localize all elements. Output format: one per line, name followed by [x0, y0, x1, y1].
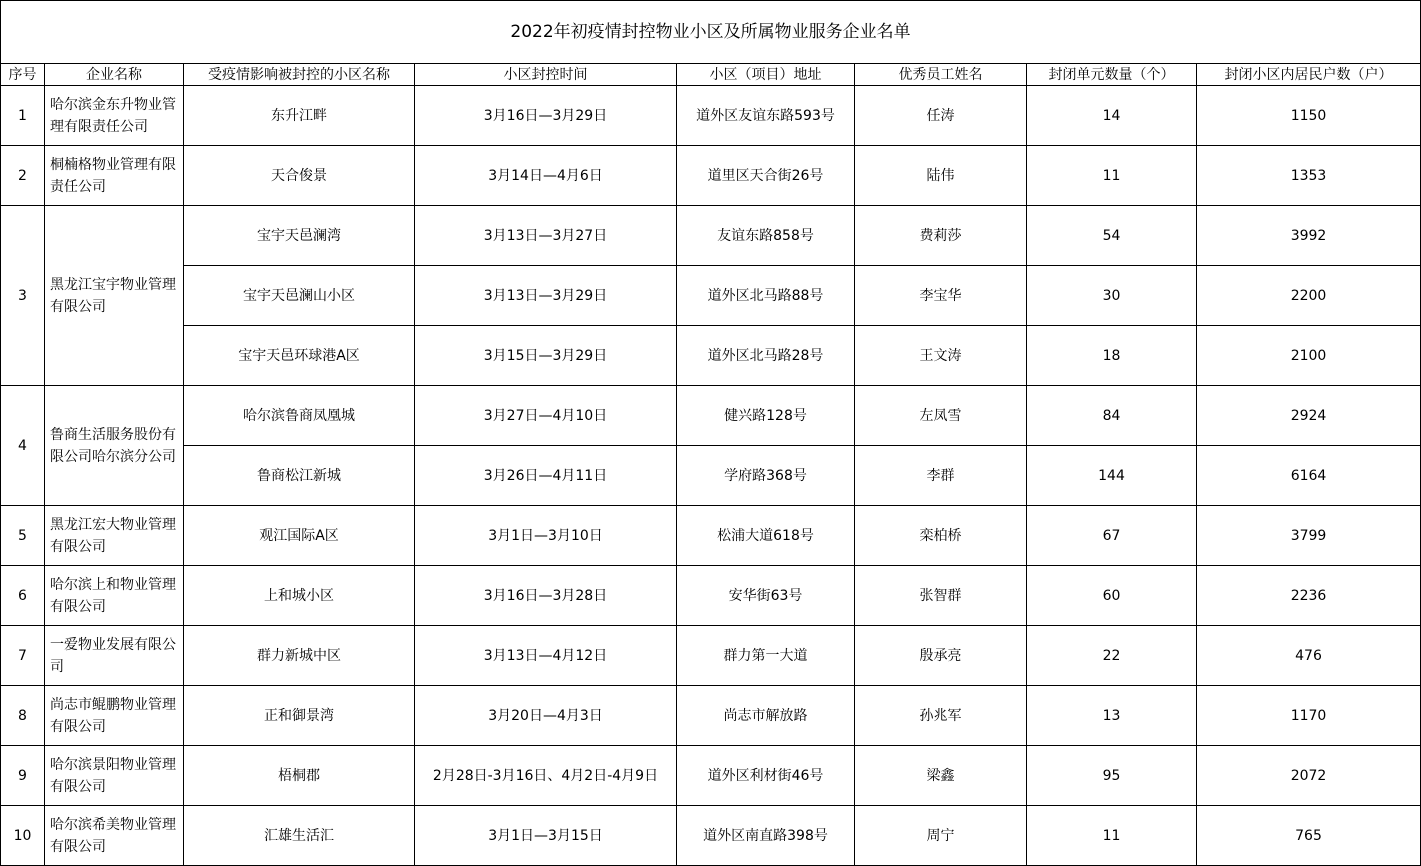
row-index: 8 — [1, 686, 45, 746]
staff-name: 王文涛 — [855, 326, 1027, 386]
header-staff: 优秀员工姓名 — [855, 64, 1027, 86]
header-address: 小区（项目）地址 — [677, 64, 855, 86]
table-row — [1, 386, 1421, 446]
unit-count: 13 — [1027, 686, 1197, 746]
row-index: 6 — [1, 566, 45, 626]
household-count: 3799 — [1197, 506, 1421, 566]
community-name: 观江国际A区 — [184, 506, 415, 566]
table-row — [1, 446, 1421, 506]
community-name: 宝宇天邑澜山小区 — [184, 266, 415, 326]
company-name: 哈尔滨上和物业管理有限公司 — [45, 566, 184, 626]
household-count: 2072 — [1197, 746, 1421, 806]
lockdown-period: 3月1日—3月10日 — [415, 506, 677, 566]
staff-name: 李宝华 — [855, 266, 1027, 326]
table-row — [1, 206, 1421, 266]
unit-count: 54 — [1027, 206, 1197, 266]
row-index: 7 — [1, 626, 45, 686]
lockdown-period: 3月13日—3月29日 — [415, 266, 677, 326]
community-name: 上和城小区 — [184, 566, 415, 626]
unit-count: 84 — [1027, 386, 1197, 446]
community-name: 鲁商松江新城 — [184, 446, 415, 506]
staff-name: 李群 — [855, 446, 1027, 506]
table-row — [1, 626, 1421, 686]
row-index: 2 — [1, 146, 45, 206]
staff-name: 左凤雪 — [855, 386, 1027, 446]
address: 道里区天合街26号 — [677, 146, 855, 206]
address: 尚志市解放路 — [677, 686, 855, 746]
lockdown-period: 3月15日—3月29日 — [415, 326, 677, 386]
header-units: 封闭单元数量（个） — [1027, 64, 1197, 86]
row-index: 5 — [1, 506, 45, 566]
staff-name: 任涛 — [855, 86, 1027, 146]
unit-count: 60 — [1027, 566, 1197, 626]
community-name: 梧桐郡 — [184, 746, 415, 806]
table-row — [1, 86, 1421, 146]
row-index: 10 — [1, 806, 45, 866]
household-count: 2236 — [1197, 566, 1421, 626]
table-row — [1, 566, 1421, 626]
staff-name: 梁鑫 — [855, 746, 1027, 806]
household-count: 6164 — [1197, 446, 1421, 506]
unit-count: 95 — [1027, 746, 1197, 806]
company-name: 哈尔滨景阳物业管理有限公司 — [45, 746, 184, 806]
header-period: 小区封控时间 — [415, 64, 677, 86]
address: 道外区友谊东路593号 — [677, 86, 855, 146]
staff-name: 栾柏桥 — [855, 506, 1027, 566]
address: 友谊东路858号 — [677, 206, 855, 266]
table-row — [1, 686, 1421, 746]
row-index: 1 — [1, 86, 45, 146]
staff-name: 周宁 — [855, 806, 1027, 866]
header-households: 封闭小区内居民户数（户） — [1197, 64, 1421, 86]
lockdown-period: 3月1日—3月15日 — [415, 806, 677, 866]
lockdown-period: 3月16日—3月28日 — [415, 566, 677, 626]
community-name: 汇雄生活汇 — [184, 806, 415, 866]
household-count: 1170 — [1197, 686, 1421, 746]
address: 道外区南直路398号 — [677, 806, 855, 866]
unit-count: 11 — [1027, 806, 1197, 866]
household-count: 765 — [1197, 806, 1421, 866]
address: 安华街63号 — [677, 566, 855, 626]
lockdown-period: 2月28日-3月16日、4月2日-4月9日 — [415, 746, 677, 806]
company-name: 哈尔滨希美物业管理有限公司 — [45, 806, 184, 866]
table-row — [1, 746, 1421, 806]
community-name: 哈尔滨鲁商凤凰城 — [184, 386, 415, 446]
address: 健兴路128号 — [677, 386, 855, 446]
company-name: 黑龙江宏大物业管理有限公司 — [45, 506, 184, 566]
lockdown-period: 3月27日—4月10日 — [415, 386, 677, 446]
unit-count: 67 — [1027, 506, 1197, 566]
table-row — [1, 806, 1421, 866]
lockdown-period: 3月20日—4月3日 — [415, 686, 677, 746]
company-name: 鲁商生活服务股份有限公司哈尔滨分公司 — [45, 386, 184, 506]
household-count: 3992 — [1197, 206, 1421, 266]
table-body — [1, 86, 1421, 866]
lockdown-period: 3月14日—4月6日 — [415, 146, 677, 206]
staff-name: 孙兆军 — [855, 686, 1027, 746]
company-name: 黑龙江宝宇物业管理有限公司 — [45, 206, 184, 386]
company-name: 尚志市鲲鹏物业管理有限公司 — [45, 686, 184, 746]
table-row — [1, 266, 1421, 326]
unit-count: 18 — [1027, 326, 1197, 386]
community-name: 天合俊景 — [184, 146, 415, 206]
address: 道外区利材街46号 — [677, 746, 855, 806]
community-name: 正和御景湾 — [184, 686, 415, 746]
table-title: 2022年初疫情封控物业小区及所属物业服务企业名单 — [1, 1, 1421, 64]
household-count: 476 — [1197, 626, 1421, 686]
lockdown-period: 3月16日—3月29日 — [415, 86, 677, 146]
unit-count: 144 — [1027, 446, 1197, 506]
row-index: 9 — [1, 746, 45, 806]
row-index: 3 — [1, 206, 45, 386]
header-community: 受疫情影响被封控的小区名称 — [184, 64, 415, 86]
unit-count: 11 — [1027, 146, 1197, 206]
table-row — [1, 146, 1421, 206]
household-count: 2200 — [1197, 266, 1421, 326]
community-name: 宝宇天邑澜湾 — [184, 206, 415, 266]
address: 群力第一大道 — [677, 626, 855, 686]
unit-count: 30 — [1027, 266, 1197, 326]
lockdown-period: 3月13日—3月27日 — [415, 206, 677, 266]
company-name: 哈尔滨金东升物业管理有限责任公司 — [45, 86, 184, 146]
address: 道外区北马路88号 — [677, 266, 855, 326]
staff-name: 费莉莎 — [855, 206, 1027, 266]
community-name: 宝宇天邑环球港A区 — [184, 326, 415, 386]
table-row — [1, 326, 1421, 386]
unit-count: 22 — [1027, 626, 1197, 686]
staff-name: 陆伟 — [855, 146, 1027, 206]
address: 学府路368号 — [677, 446, 855, 506]
unit-count: 14 — [1027, 86, 1197, 146]
header-company: 企业名称 — [45, 64, 184, 86]
household-count: 1353 — [1197, 146, 1421, 206]
header-index: 序号 — [1, 64, 45, 86]
household-count: 2924 — [1197, 386, 1421, 446]
staff-name: 殷承亮 — [855, 626, 1027, 686]
staff-name: 张智群 — [855, 566, 1027, 626]
household-count: 1150 — [1197, 86, 1421, 146]
lockdown-period: 3月26日—4月11日 — [415, 446, 677, 506]
household-count: 2100 — [1197, 326, 1421, 386]
company-name: 桐楠格物业管理有限责任公司 — [45, 146, 184, 206]
community-name: 群力新城中区 — [184, 626, 415, 686]
lockdown-period: 3月13日—4月12日 — [415, 626, 677, 686]
address: 道外区北马路28号 — [677, 326, 855, 386]
table-row — [1, 506, 1421, 566]
row-index: 4 — [1, 386, 45, 506]
company-name: 一爱物业发展有限公司 — [45, 626, 184, 686]
address: 松浦大道618号 — [677, 506, 855, 566]
community-name: 东升江畔 — [184, 86, 415, 146]
